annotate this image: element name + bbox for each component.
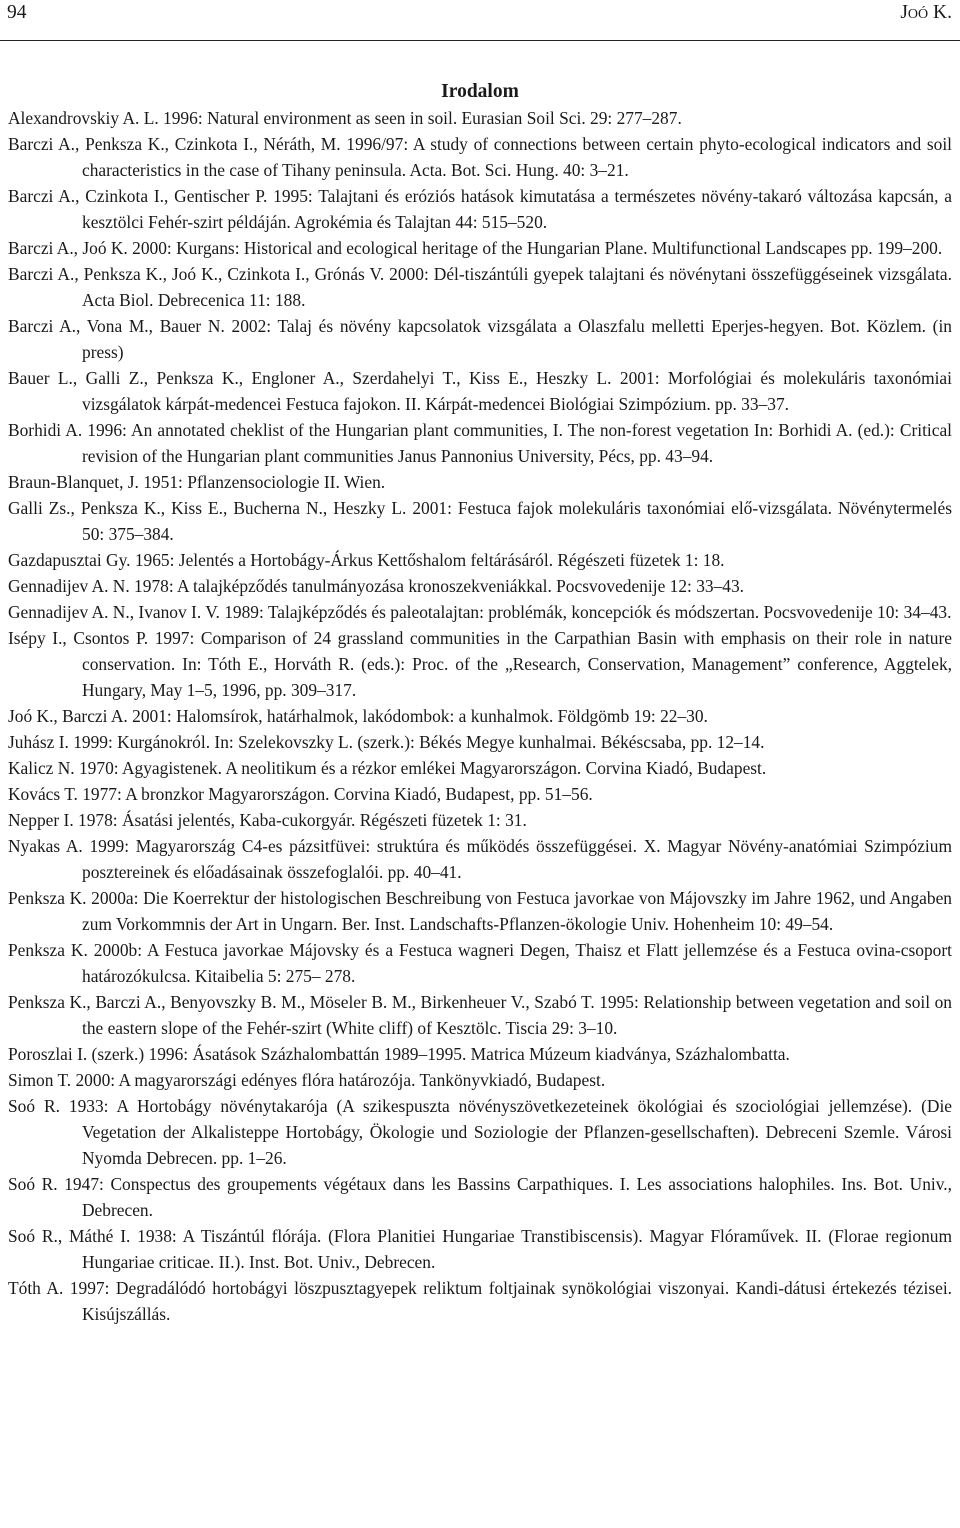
reference-item: Kovács T. 1977: A bronzkor Magyarországon. Corvina Kiadó, Budapest, pp. 51–56. xyxy=(8,784,593,804)
reference-item: Galli Zs., Penksza K., Kiss E., Bucherna N., Heszky L. 2001: Festuca fajok molekuláris taxonómiai elő-vizsgálata. Növénytermelés 50: 375–384. xyxy=(8,498,952,544)
section-title: Irodalom xyxy=(441,81,519,102)
reference-item: Alexandrovskiy A. L. 1996: Natural environment as seen in soil. Eurasian Soil Sci. 29: 277–287. xyxy=(8,108,682,128)
reference-item: Juhász I. 1999: Kurgánokról. In: Szelekovszky L. (szerk.): Békés Megye kunhalmai. Békéscsaba, pp. 12–14. xyxy=(8,732,765,752)
reference-item: Gennadijev A. N., Ivanov I. V. 1989: Talajképződés és paleotalajtan: problémák, koncepciók és módszertan. Pocsvovedenije 10: 34–43. xyxy=(8,602,952,622)
page-header xyxy=(0,0,960,41)
reference-item: Soó R., Máthé I. 1938: A Tiszántúl flórája. (Flora Planitiei Hungariae Transtibiscensis). Magyar Flóraművek. II. (Florae regionum Hungariae criticae. II.). Inst. Bot. Univ., Debrecen. xyxy=(8,1226,952,1272)
reference-item: Nyakas A. 1999: Magyarország C4-es pázsitfüvei: struktúra és működés összefüggései. X. Magyar Növény-anatómiai Szimpózium posztereinek és előadásainak összefoglalói. pp. 40–41. xyxy=(8,836,952,882)
reference-item: Soó R. 1933: A Hortobágy növénytakarója (A szikespuszta növényszövetkezeteinek ökológiai és szociológiai jellemzése). (Die Vegetation der Alkalisteppe Hortobágy, Ökologie und Soziologie der Pflanzen-gesellschaften). Debreceni Szemle. Városi Nyomda Debrecen. pp. 1–26. xyxy=(8,1096,952,1168)
running-head: Joó K. xyxy=(900,2,952,23)
reference-item: Barczi A., Czinkota I., Gentischer P. 1995: Talajtani és eróziós hatások kimutatása a természetes növény-takaró változása kapcsán, a kesztölci Fehér-szirt példáján. Agrokémia és Talajtan 44: 515–520. xyxy=(8,186,952,232)
reference-item: Barczi A., Penksza K., Czinkota I., Néráth, M. 1996/97: A study of connections between certain phyto-ecological indicators and soil characteristics in the case of Tihany peninsula. Acta. Bot. Sci. Hung. 40: 3–21. xyxy=(8,134,952,180)
reference-item: Isépy I., Csontos P. 1997: Comparison of 24 grassland communities in the Carpathian Basin with emphasis on their role in nature conservation. In: Tóth E., Horváth R. (eds.): Proc. of the „Research, Conservation, Management” conference, Aggtelek, Hungary, May 1–5, 1996, pp. 309–317. xyxy=(8,628,952,700)
reference-item: Kalicz N. 1970: Agyagistenek. A neolitikum és a rézkor emlékei Magyarországon. Corvina Kiadó, Budapest. xyxy=(8,758,767,778)
reference-item: Barczi A., Joó K. 2000: Kurgans: Historical and ecological heritage of the Hungarian Plane. Multifunctional Landscapes pp. 199–200. xyxy=(8,238,943,258)
reference-item: Borhidi A. 1996: An annotated cheklist of the Hungarian plant communities, I. The non-forest vegetation In: Borhidi A. (ed.): Critical revision of the Hungarian plant communities Janus Pannonius University, Pécs, pp. 43–94. xyxy=(8,420,952,466)
reference-item: Soó R. 1947: Conspectus des groupements végétaux dans les Bassins Carpathiques. I. Les associations halophiles. Ins. Bot. Univ., Debrecen. xyxy=(8,1174,952,1220)
page-number: 94 xyxy=(7,2,27,23)
reference-item: Tóth A. 1997: Degradálódó hortobágyi löszpusztagyepek reliktum foltjainak synökológiai viszonyai. Kandi-dátusi értekezés tézisei. Kisújszállás. xyxy=(8,1278,952,1324)
reference-item: Penksza K., Barczi A., Benyovszky B. M., Möseler B. M., Birkenheuer V., Szabó T. 1995: Relationship between vegetation and soil on the eastern slope of the Fehér-szirt (White cliff) of Kesztölc. Tiscia 29: 3–10. xyxy=(8,992,952,1038)
reference-item: Poroszlai I. (szerk.) 1996: Ásatások Százhalombattán 1989–1995. Matrica Múzeum kiadványa, Százhalombatta. xyxy=(8,1044,790,1064)
reference-item: Joó K., Barczi A. 2001: Halomsírok, határhalmok, lakódombok: a kunhalmok. Földgömb 19: 22–30. xyxy=(8,706,708,726)
reference-item: Gennadijev A. N. 1978: A talajképződés tanulmányozása kronoszekveniákkal. Pocsvovedenije 12: 33–43. xyxy=(8,576,745,596)
reference-item: Nepper I. 1978: Ásatási jelentés, Kaba-cukorgyár. Régészeti füzetek 1: 31. xyxy=(8,810,527,830)
reference-item: Braun-Blanquet, J. 1951: Pflanzensociologie II. Wien. xyxy=(8,472,386,492)
reference-list xyxy=(8,105,952,1327)
reference-item: Gazdapusztai Gy. 1965: Jelentés a Hortobágy-Árkus Kettőshalom feltárásáról. Régészeti füzetek 1: 18. xyxy=(8,550,725,570)
reference-item: Penksza K. 2000b: A Festuca javorkae Májovsky és a Festuca wagneri Degen, Thaisz et Flatt jellemzése és a Festuca ovina-csoport határozókulcsa. Kitaibelia 5: 275– 278. xyxy=(8,940,952,986)
reference-item: Simon T. 2000: A magyarországi edényes flóra határozója. Tankönyvkiadó, Budapest. xyxy=(8,1070,606,1090)
reference-item: Penksza K. 2000a: Die Koerrektur der histologischen Beschreibung von Festuca javorkae von Májovszky im Jahre 1962, und Angaben zum Vorkommnis der Art in Ungarn. Ber. Inst. Landschafts-Pflanzen-ökologie Univ. Hohenheim 10: 49–54. xyxy=(8,888,952,934)
reference-item: Barczi A., Vona M., Bauer N. 2002: Talaj és növény kapcsolatok vizsgálata a Olaszfalu melletti Eperjes-hegyen. Bot. Közlem. (in press) xyxy=(8,316,952,362)
reference-item: Barczi A., Penksza K., Joó K., Czinkota I., Grónás V. 2000: Dél-tiszántúli gyepek talajtani és növénytani összefüggéseinek vizsgálata. Acta Biol. Debrecenica 11: 188. xyxy=(8,264,952,310)
reference-item: Bauer L., Galli Z., Penksza K., Engloner A., Szerdahelyi T., Kiss E., Heszky L. 2001: Morfológiai és molekuláris taxonómiai vizsgálatok kárpát-medencei Festuca fajokon. II. Kárpát-medencei Biológiai Szimpózium. pp. 33–37. xyxy=(8,368,952,414)
